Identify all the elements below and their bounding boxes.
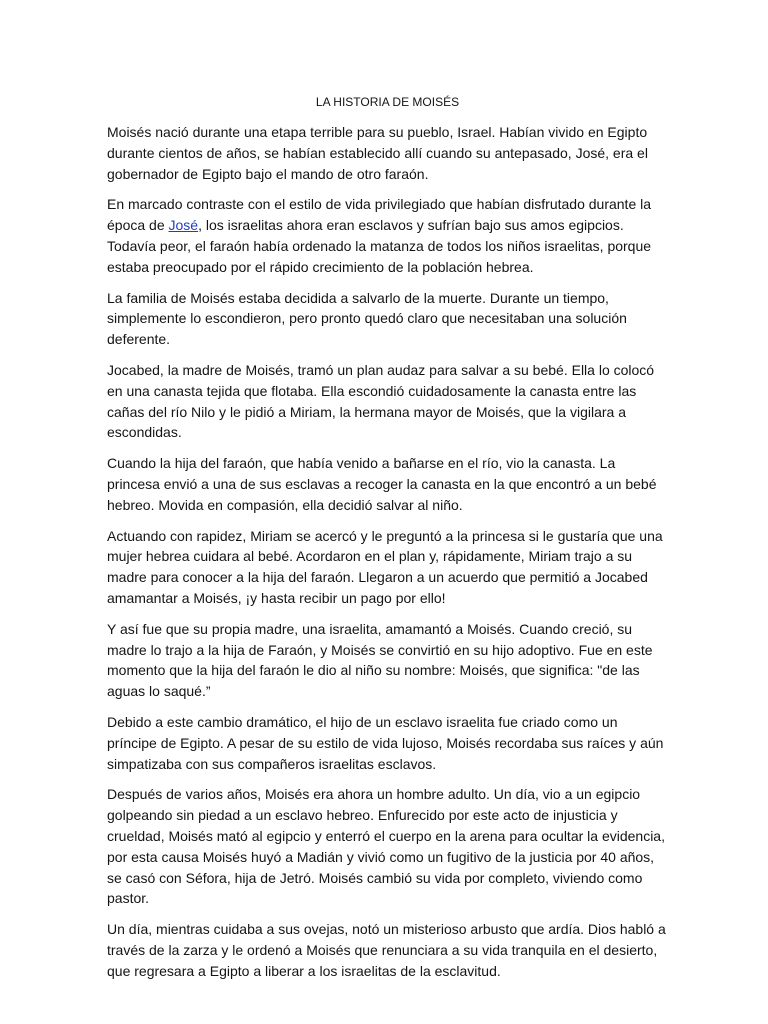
paragraph-4: Jocabed, la madre de Moisés, tramó un plan audaz para salvar a su bebé. Ella lo colocó en una canasta tejida que flotaba. Ella escondió cuidadosamente la canasta entre las cañas del río Nilo y le pidió a Miriam, la hermana mayor de Moisés, que la vigilara a escondidas. [107, 361, 655, 441]
paragraph-3: La familia de Moisés estaba decidida a salvarlo de la muerte. Durante un tiempo, simplemente lo escondieron, pero pronto quedó claro que necesitaban una solución deferente. [107, 289, 627, 348]
document-title: LA HISTORIA DE MOISÉS [315, 95, 460, 109]
paragraph-1: Moisés nació durante una etapa terrible para su pueblo, Israel. Habían vivido en Egipto durante cientos de años, se habían establecido allí cuando su antepasado, José, era el gobernador de Egipto bajo el mando de otro faraón. [107, 124, 648, 182]
paragraph-2 [107, 194, 666, 277]
paragraph-9: Después de varios años, Moisés era ahora un hombre adulto. Un día, vio a un egipcio golpeando sin piedad a un esclavo hebreo. Enfurecido por este acto de injusticia y crueldad, Moisés mató al egipcio y enterró el cuerpo en la arena para ocultar la evidencia, por esta causa Moisés huyó a Madián y vivió como un fugitivo de la justicia por 40 años, se casó con Séfora, hija de Jetró. Moisés cambió su vida por completo, viviendo como pastor. [107, 786, 665, 907]
jose-link[interactable]: José [168, 217, 199, 234]
paragraph-6: Actuando con rapidez, Miriam se acercó y le preguntó a la princesa si le gustaría que una mujer hebrea cuidara al bebé. Acordaron en el plan y, rápidamente, Miriam trajo a su madre para conocer a la hija del faraón. Llegaron a un acuerdo que permitió a Jocabed amamantar a Moisés, ¡y hasta recibir un pago por ello! [107, 527, 663, 606]
paragraph-2-text-before: En marcado contraste con el estilo de vida privilegiado que habían disfrutado durante la época de [107, 196, 652, 234]
paragraph-7: Y así fue que su propia madre, una israelita, amamantó a Moisés. Cuando creció, su madre lo trajo a la hija de Faraón, y Moisés se convirtió en su hijo adoptivo. Fue en este momento que la hija del faraón le dio al niño su nombre: Moisés, que significa: "de las aguas lo saqué.” [107, 620, 653, 700]
paragraph-8: Debido a este cambio dramático, el hijo de un esclavo israelita fue criado como un príncipe de Egipto. A pesar de su estilo de vida lujoso, Moisés recordaba sus raíces y aún simpatizaba con sus compañeros israelitas esclavos. [107, 713, 664, 772]
paragraph-5: Cuando la hija del faraón, que había venido a bañarse en el río, vio la canasta. La princesa envió a una de sus esclavas a recoger la canasta en la que encontró a un bebé hebreo. Movida en compasión, ella decidió salvar al niño. [107, 455, 657, 513]
paragraph-10: Un día, mientras cuidaba a sus ovejas, notó un misterioso arbusto que ardía. Dios habló a través de la zarza y le ordenó a Moisés que renunciara a su vida tranquila en el desierto, que regresara a Egipto a liberar a los israelitas de la esclavitud. [107, 921, 666, 979]
paragraph-2-text-after: , los israelitas ahora eran esclavos y sufrían bajo sus amos egipcios. Todavía peor, el faraón había ordenado la matanza de todos los niños israelitas, porque estaba preocupado por el rápido crecimiento de la población hebrea. [107, 217, 652, 275]
